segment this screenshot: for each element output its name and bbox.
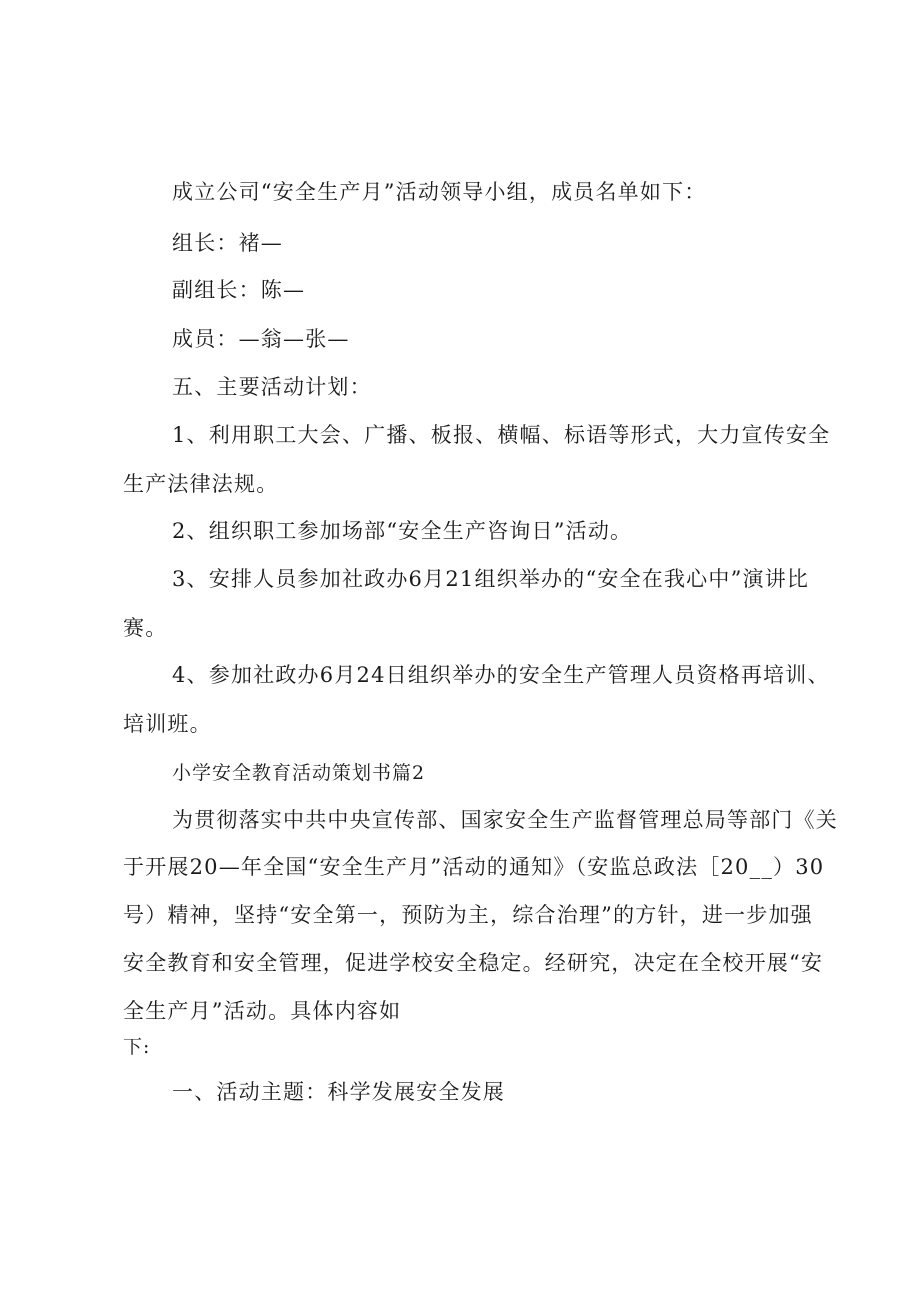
intro-paragraph-line-5: 全生产月”活动。具体内容如 <box>123 999 402 1023</box>
intro-paragraph-line-4: 安全教育和安全管理，促进学校安全稳定。经研究，决定在全校开展“安 <box>123 951 824 975</box>
plan-item-2: 2、组织职工参加场部“安全生产咨询日”活动。 <box>172 519 633 543</box>
deputy-leader-line: 副组长：陈— <box>172 278 306 302</box>
paragraph-leadership-group: 成立公司“安全生产月”活动领导小组，成员名单如下： <box>172 180 707 204</box>
plan-item-1-line-2: 生产法律法规。 <box>123 472 279 496</box>
intro-paragraph-line-1: 为贯彻落实中共中央宣传部、国家安全生产监督管理总局等部门《关 <box>172 808 838 832</box>
intro-paragraph-line-6: 下: <box>123 1036 151 1058</box>
plan-item-3-line-2: 赛。 <box>123 616 168 640</box>
activity-theme-line: 一、活动主题：科学发展安全发展 <box>172 1080 505 1104</box>
plan-item-4-line-1: 4、参加社政办6月24日组织举办的安全生产管理人员资格再培训、 <box>172 663 830 687</box>
intro-paragraph-line-3: 号）精神，坚持“安全第一，预防为主，综合治理”的方针，进一步加强 <box>123 903 813 927</box>
plan-item-1-line-1: 1、利用职工大会、广播、板报、横幅、标语等形式，大力宣传安全 <box>172 423 831 447</box>
group-leader-line: 组长：褚— <box>172 231 283 255</box>
members-line: 成员：—翁—张— <box>172 327 350 351</box>
section-heading-activity-plan: 五、主要活动计划： <box>172 375 372 399</box>
section-title-plan-2: 小学安全教育活动策划书篇2 <box>172 762 426 784</box>
intro-paragraph-line-2: 于开展20—年全国“安全生产月”活动的通知》（安监总政法［20__）30 <box>123 855 825 879</box>
plan-item-3-line-1: 3、安排人员参加社政办6月21组织举办的“安全在我心中”演讲比 <box>172 567 810 591</box>
plan-item-4-line-2: 培训班。 <box>123 712 212 736</box>
